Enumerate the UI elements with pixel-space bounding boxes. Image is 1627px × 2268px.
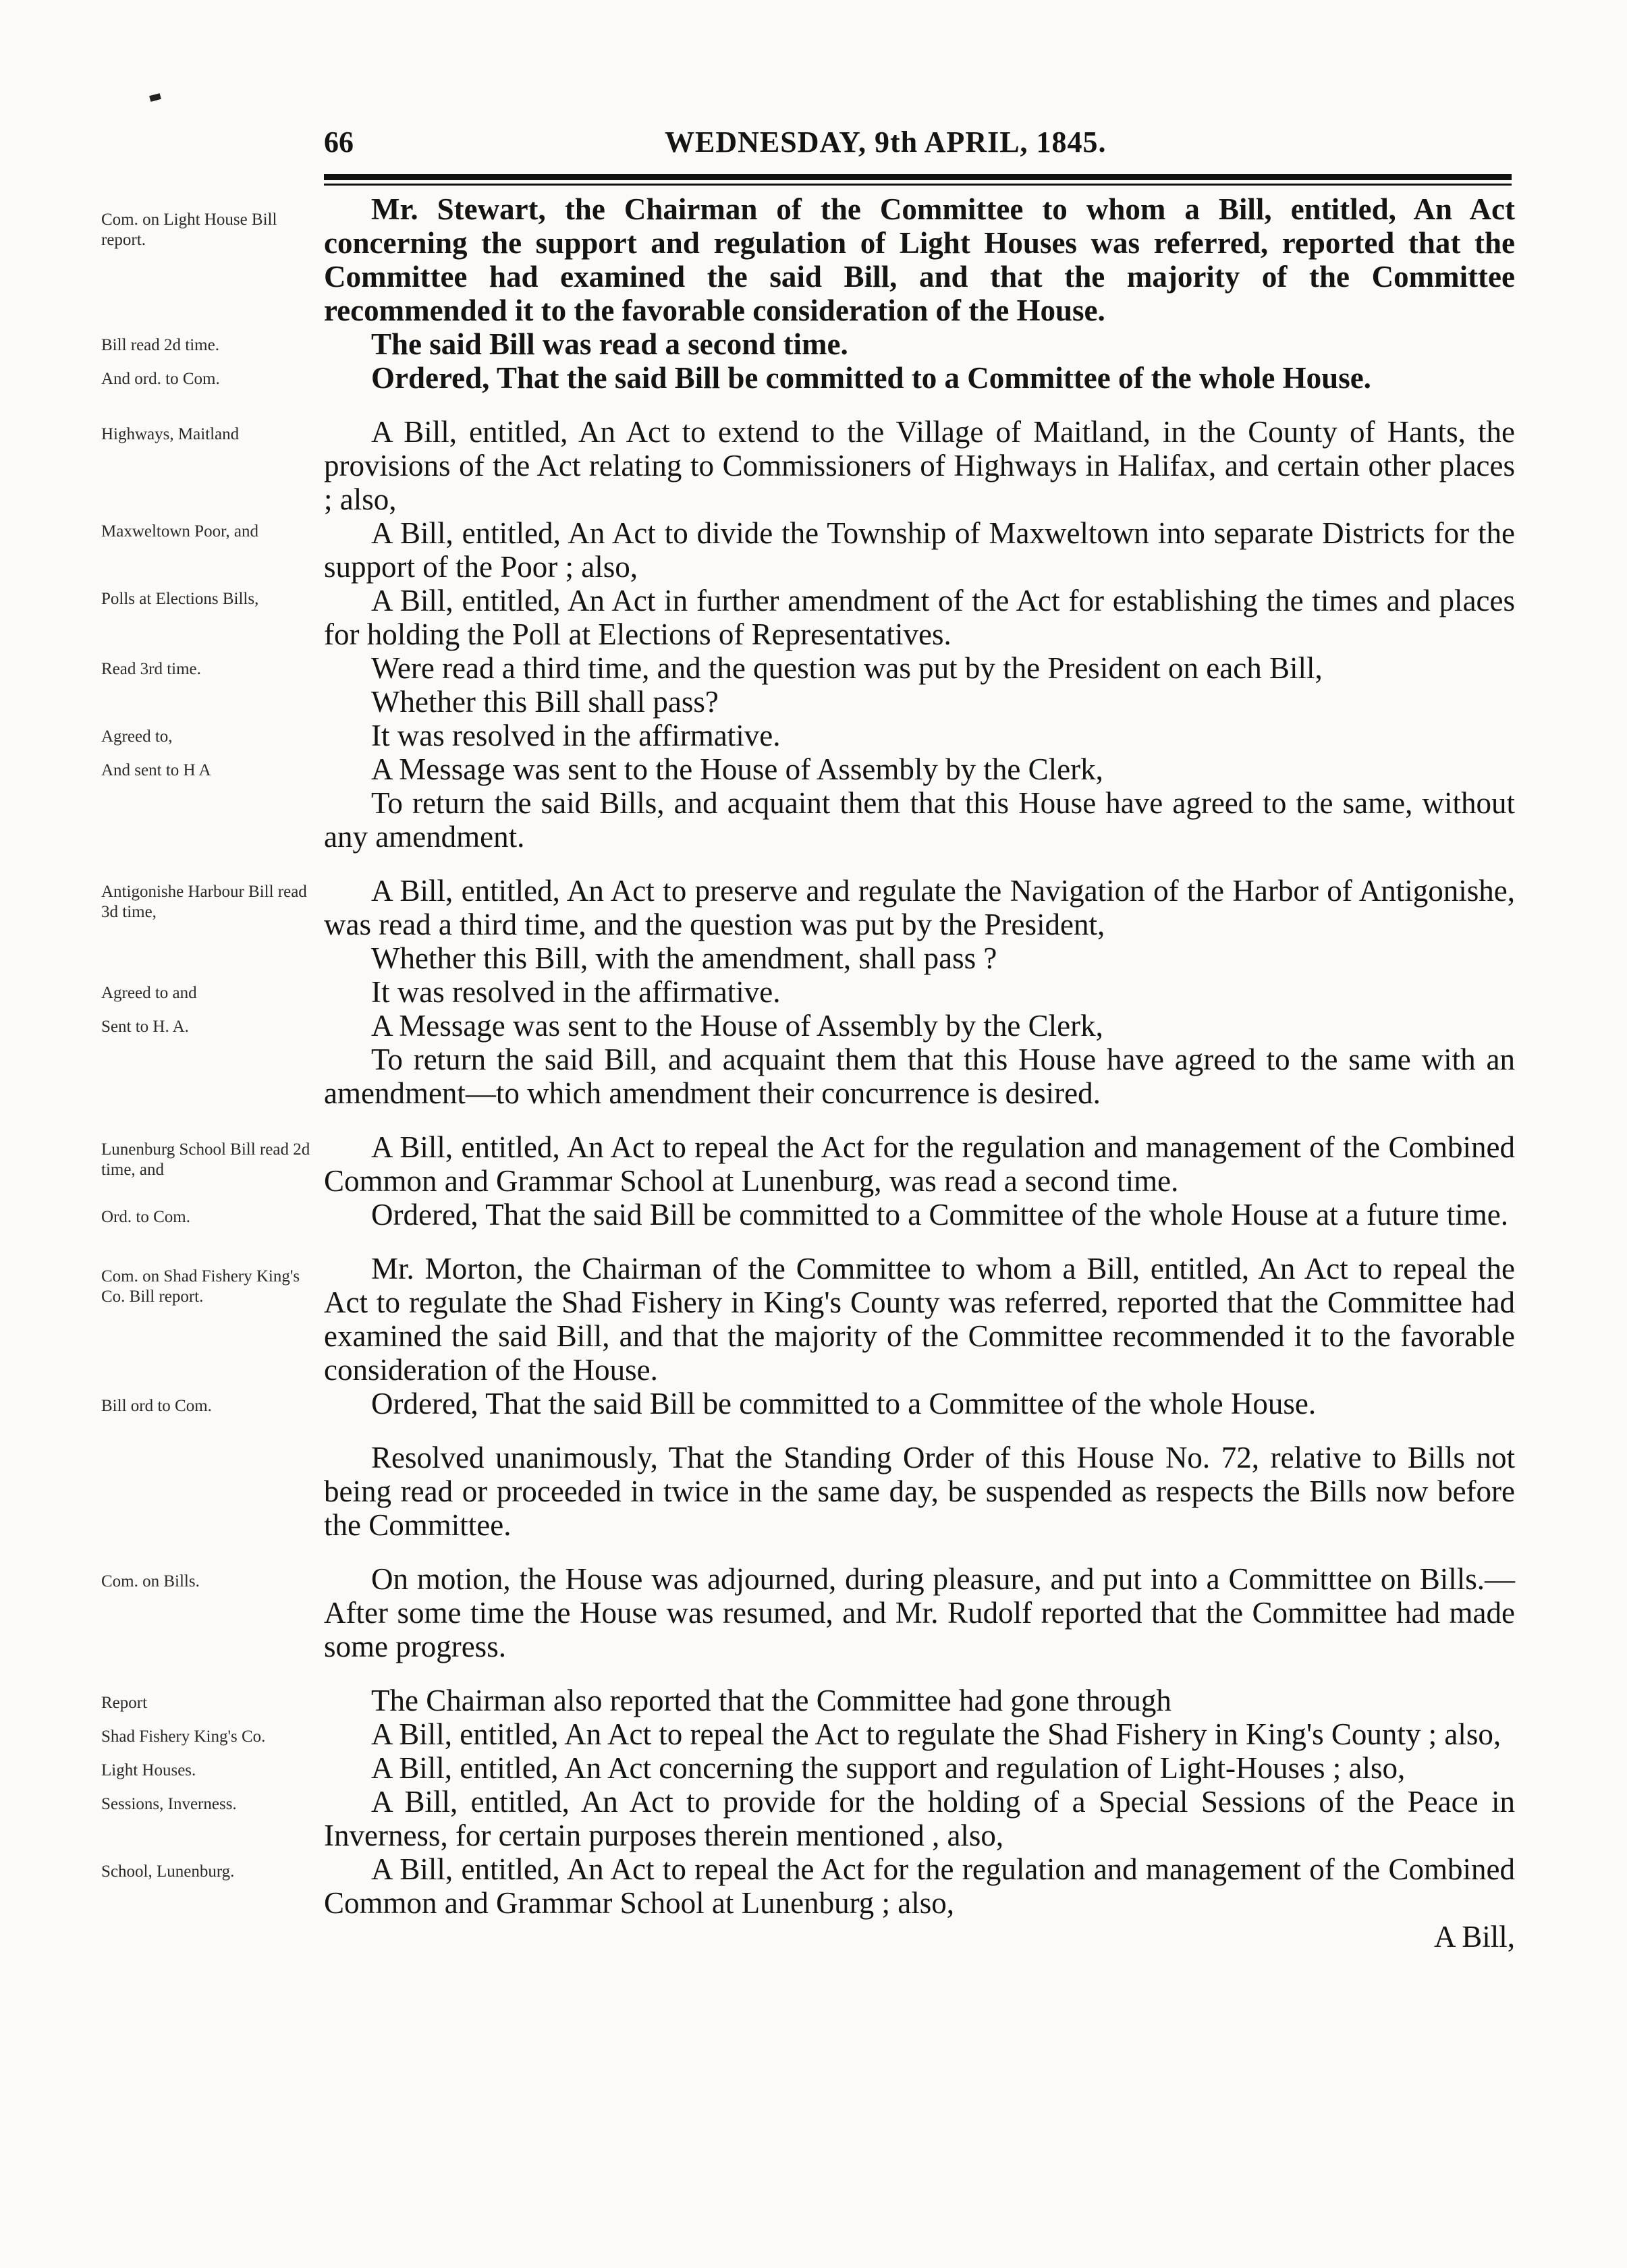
page-number: 66 — [324, 126, 354, 159]
paragraph: Were read a third time, and the question was put by the President on each Bill, — [371, 651, 1323, 685]
paragraph: A Bill, entitled, An Act to repeal the Act for the regulation and management of the Combined Common and Grammar School at Lunenburg ; also, — [324, 1852, 1515, 1920]
entry-read-third-time — [0, 651, 1627, 685]
paragraph: Whether this Bill shall pass? — [371, 685, 719, 719]
margin-note: Ord. to Com. — [101, 1208, 190, 1226]
margin-note: Agreed to, — [101, 727, 173, 746]
entry-polls-elections — [0, 584, 1627, 651]
margin-note: Read 3rd time. — [101, 660, 201, 678]
paragraph: Resolved unanimously, That the Standing Order of this House No. 72, relative to Bills not being read or proceeded in twice in the same day, be suspended as respects the Bills now before the Committee. — [324, 1441, 1515, 1542]
entry-return-bills — [0, 786, 1627, 854]
paragraph: Ordered, That the said Bill be committed to a Committee of the whole House at a future time. — [371, 1198, 1508, 1232]
paragraph: Mr. Stewart, the Chairman of the Committee to whom a Bill, entitled, An Act concerning the support and regulation of Light Houses was referred, reported that the Committee had examined the said Bill, and that the majority of the Committee recommended it to the favorable consideration of the House. — [324, 192, 1515, 327]
paragraph: On motion, the House was adjourned, during pleasure, and put into a Committtee on Bills.—After some time the House was resumed, and Mr. Rudolf reported that the Committee had made some progress. — [324, 1562, 1515, 1663]
entry-ord-to-com — [0, 1198, 1627, 1232]
entry-resolved-unanimously — [0, 1441, 1627, 1542]
entry-com-on-bills — [0, 1562, 1627, 1663]
entry-agreed — [0, 719, 1627, 752]
paragraph: A Bill, entitled, An Act to preserve and regulate the Navigation of the Harbor of Antigonishe, was read a third time, and the question was put by the President, — [324, 874, 1515, 941]
margin-note: Maxweltown Poor, and — [101, 522, 258, 541]
margin-note: Com. on Bills. — [101, 1572, 200, 1591]
margin-note: Bill ord to Com. — [101, 1397, 212, 1415]
header-rule-thick — [324, 174, 1512, 180]
paragraph: To return the said Bills, and acquaint them that this House have agreed to the same, without any amendment. — [324, 786, 1515, 854]
paragraph: It was resolved in the affirmative. — [371, 975, 781, 1009]
entry-antigonishe-harbour — [0, 874, 1627, 941]
entry-sessions-inverness — [0, 1785, 1627, 1852]
entry-light-house-report — [0, 192, 1627, 327]
entry-light-houses-bill — [0, 1751, 1627, 1785]
entry-highways-maitland — [0, 415, 1627, 516]
paragraph: Ordered, That the said Bill be committed to a Committee of the whole House. — [371, 361, 1371, 395]
paragraph: A Bill, entitled, An Act to repeal the Act for the regulation and management of the Combined Common and Grammar School at Lunenburg, was read a second time. — [324, 1130, 1515, 1198]
paragraph: The Chairman also reported that the Committee had gone through — [371, 1684, 1171, 1717]
paragraph: Ordered, That the said Bill be committed to a Committee of the whole House. — [371, 1387, 1317, 1420]
paragraph: A Bill, entitled, An Act to repeal the Act to regulate the Shad Fishery in King's County ; also, — [371, 1717, 1501, 1751]
catchword: A Bill, — [1433, 1920, 1515, 1954]
entry-school-lunenburg — [0, 1852, 1627, 1920]
paragraph: A Message was sent to the House of Assembly by the Clerk, — [371, 752, 1103, 786]
margin-note: Sent to H. A. — [101, 1018, 189, 1036]
entry-shad-fishery-report — [0, 1252, 1627, 1387]
paragraph: A Bill, entitled, An Act to extend to the Village of Maitland, in the County of Hants, the provisions of the Act relating to Commissioners of Highways in Halifax, and certain other places ; also, — [324, 415, 1515, 516]
entry-report — [0, 1684, 1627, 1717]
entry-catchword — [0, 1920, 1627, 1954]
entry-bill-ord-to-com — [0, 1387, 1627, 1420]
paragraph: Whether this Bill, with the amendment, shall pass ? — [371, 941, 997, 975]
paragraph: A Bill, entitled, An Act concerning the support and regulation of Light-Houses ; also, — [371, 1751, 1406, 1785]
entry-sent-to-ha — [0, 1009, 1627, 1043]
margin-note: School, Lunenburg. — [101, 1862, 235, 1881]
entry-maxweltown-poor — [0, 516, 1627, 584]
margin-note: Light Houses. — [101, 1761, 196, 1779]
margin-note: Shad Fishery King's Co. — [101, 1727, 266, 1746]
paragraph: It was resolved in the affirmative. — [371, 719, 781, 752]
entry-ordered-committee — [0, 361, 1627, 395]
margin-note: Antigonishe Harbour Bill read 3d time, — [101, 883, 307, 921]
paragraph: A Bill, entitled, An Act to divide the Township of Maxweltown into separate Districts for the support of the Poor ; also, — [324, 516, 1515, 584]
margin-note: Polls at Elections Bills, — [101, 590, 259, 608]
page-header — [0, 125, 1627, 165]
margin-note: Agreed to and — [101, 984, 197, 1002]
running-head-date: WEDNESDAY, 9th APRIL, 1845. — [665, 126, 1107, 159]
paragraph: To return the said Bill, and acquaint them that this House have agreed to the same with an amendment—to which amendment their concurrence is desired. — [324, 1043, 1515, 1110]
ink-mark — [149, 93, 161, 102]
entry-bill-second-reading — [0, 327, 1627, 361]
paragraph: Mr. Morton, the Chairman of the Committee to whom a Bill, entitled, An Act to repeal the Act to regulate the Shad Fishery in King's County was referred, reported that the Committee had examined the said Bill, and that the majority of the Committee recommended it to the favorable consideration of the House. — [324, 1252, 1515, 1387]
entry-return-bill-amendment — [0, 1043, 1627, 1110]
margin-note: And sent to H A — [101, 761, 211, 779]
journal-body — [0, 192, 1627, 1954]
paragraph: A Message was sent to the House of Assembly by the Clerk, — [371, 1009, 1103, 1043]
entry-message-sent — [0, 752, 1627, 786]
margin-note: Com. on Light House Bill report. — [101, 211, 277, 249]
margin-note: Sessions, Inverness. — [101, 1795, 237, 1813]
margin-note: Com. on Shad Fishery King's Co. Bill report. — [101, 1267, 300, 1306]
entry-question-amendment — [0, 941, 1627, 975]
margin-note: And ord. to Com. — [101, 370, 220, 388]
entry-question — [0, 685, 1627, 719]
entry-agreed-and — [0, 975, 1627, 1009]
margin-note: Bill read 2d time. — [101, 336, 219, 354]
entry-shad-fishery-bill — [0, 1717, 1627, 1751]
paragraph: The said Bill was read a second time. — [371, 327, 848, 361]
paragraph: A Bill, entitled, An Act to provide for the holding of a Special Sessions of the Peace in Inverness, for certain purposes therein mentioned , also, — [324, 1785, 1515, 1852]
paragraph: A Bill, entitled, An Act in further amendment of the Act for establishing the times and places for holding the Poll at Elections of Representatives. — [324, 584, 1515, 651]
margin-note: Lunenburg School Bill read 2d time, and — [101, 1140, 310, 1179]
margin-note: Report — [101, 1694, 148, 1712]
header-rule-thin — [324, 184, 1512, 186]
entry-lunenburg-school — [0, 1130, 1627, 1198]
margin-note: Highways, Maitland — [101, 425, 240, 443]
